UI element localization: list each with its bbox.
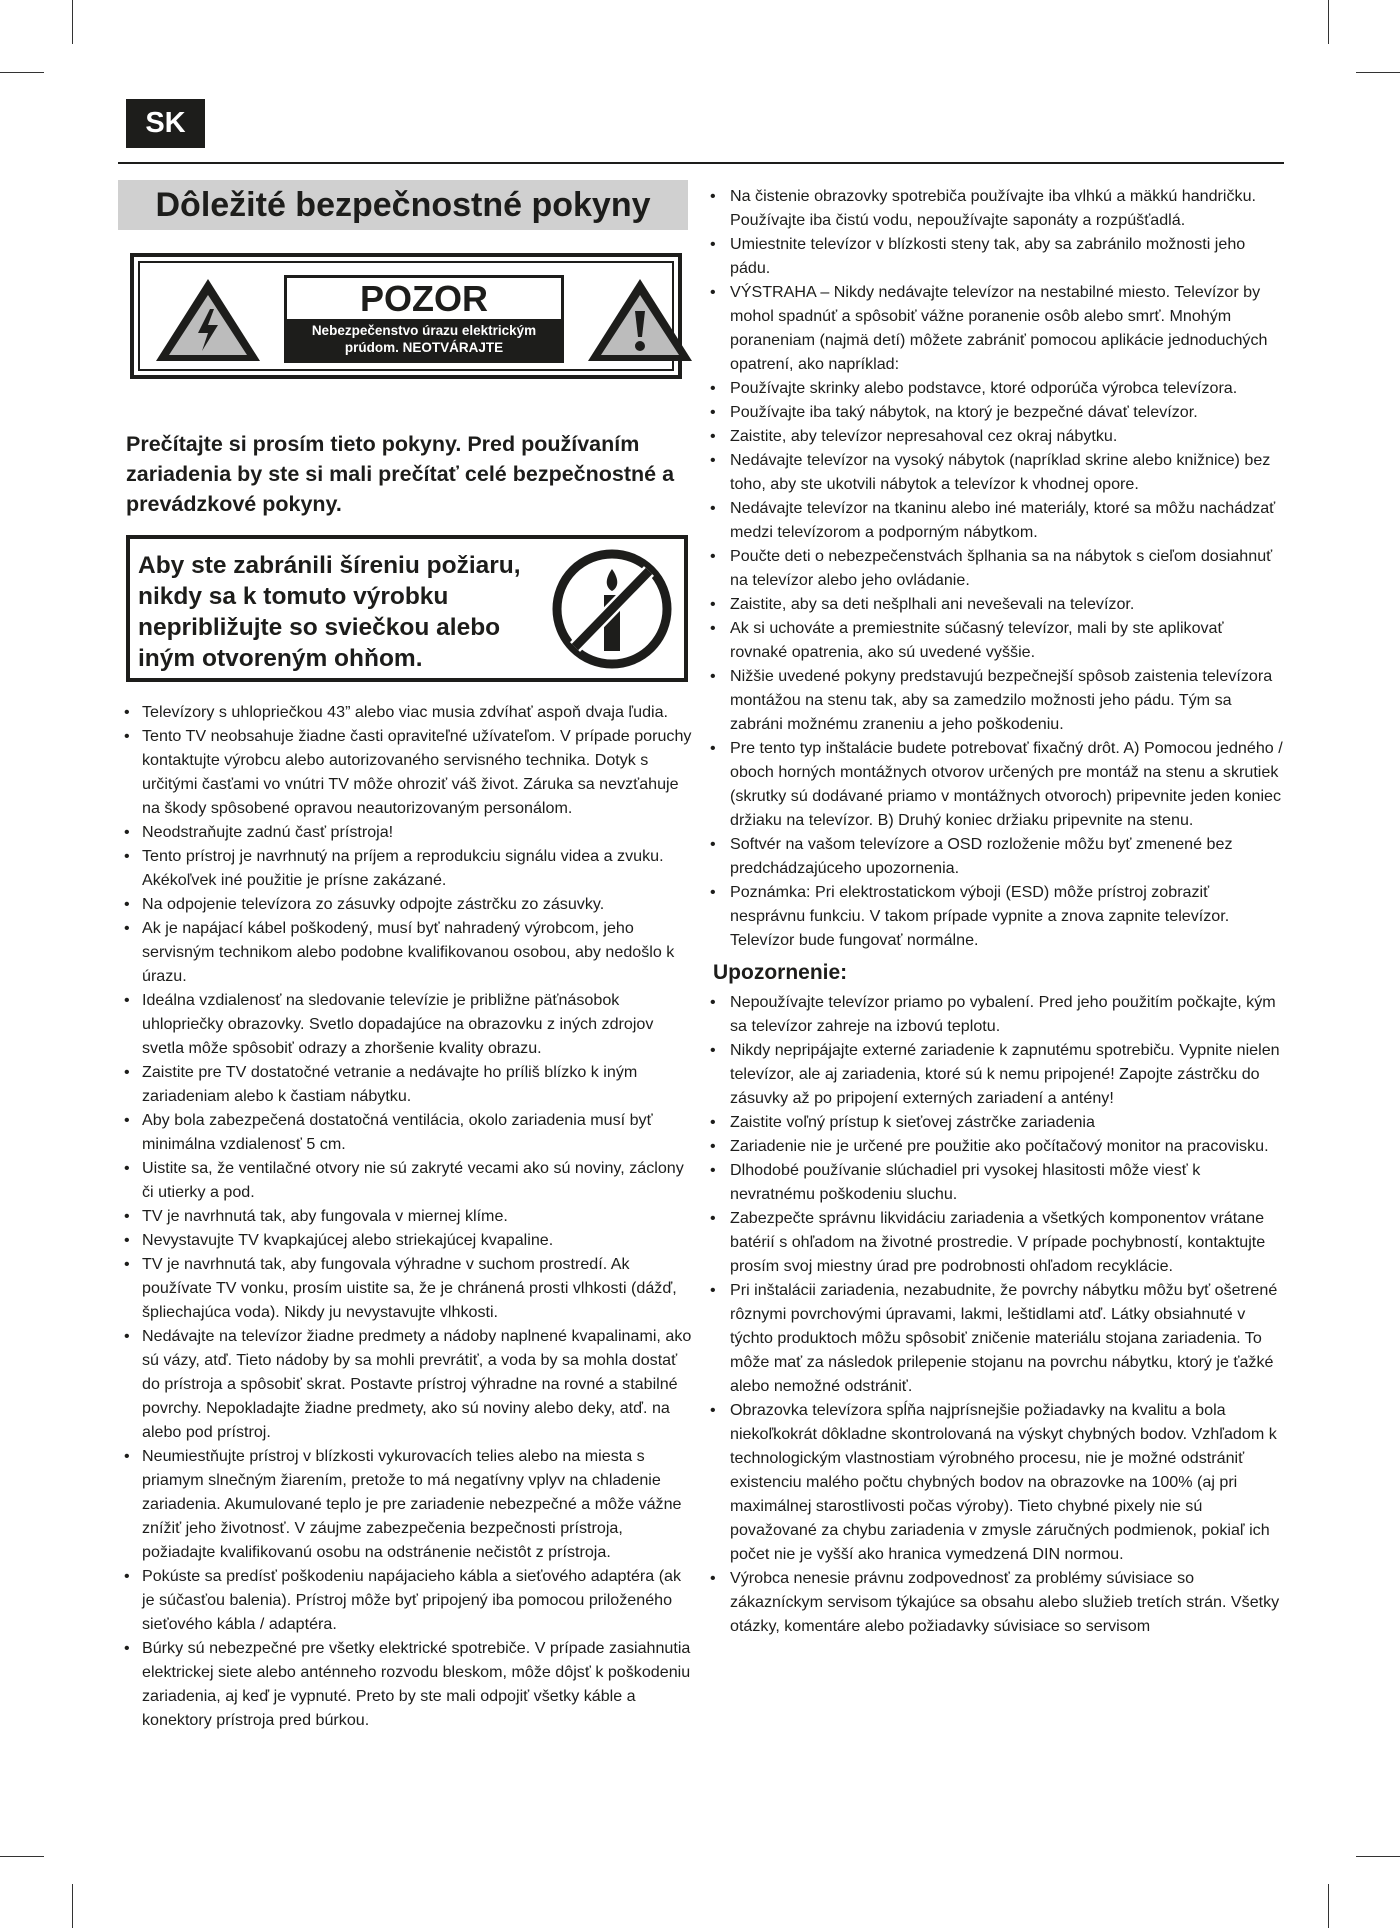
left-safety-list (118, 700, 698, 1732)
list-item: • Používajte iba taký nábytok, na ktorý je bezpečné dávať televízor. (704, 400, 1284, 424)
notice-list (704, 990, 1284, 1638)
list-item: • Poučte deti o nebezpečenstvách šplhania sa na nábytok s cieľom dosiahnuť na televízor alebo jeho ovládanie. (704, 544, 1284, 592)
list-item: • Uistite sa, že ventilačné otvory nie sú zakryté vecami ako sú noviny, záclony či utierky a pod. (118, 1156, 698, 1204)
list-item: • Softvér na vašom televízore a OSD rozloženie môžu byť zmenené bez predchádzajúceho upozornenia. (704, 832, 1284, 880)
list-item: • Umiestnite televízor v blízkosti steny tak, aby sa zabránilo možnosti jeho pádu. (704, 232, 1284, 280)
list-item: • Búrky sú nebezpečné pre všetky elektrické spotrebiče. V prípade zasiahnutia elektrickej siete alebo anténneho rozvodu bleskom, môže dôjsť k poškodeniu zariadenia, aj keď je vypnuté. Preto by ste mali odpojiť všetky káble a konektory prístroja pred búrkou. (118, 1636, 698, 1732)
language-tab: SK (126, 99, 205, 148)
lightning-triangle-icon (152, 275, 264, 365)
no-candle-icon (550, 547, 674, 671)
crop-mark (1356, 72, 1400, 73)
list-item: • Nevystavujte TV kvapkajúcej alebo striekajúcej kvapaline. (118, 1228, 698, 1252)
list-item: • Pokúste sa predísť poškodeniu napájacieho kábla a sieťového adaptéra (ak je súčasťou balenia). Prístroj môže byť pripojený iba pomocou priloženého sieťového kábla / adaptéra. (118, 1564, 698, 1636)
crop-mark (1356, 1856, 1400, 1857)
list-item: • Zariadenie nie je určené pre použitie ako počítačový monitor na pracovisku. (704, 1134, 1284, 1158)
list-item: • Poznámka: Pri elektrostatickom výboji (ESD) môže prístroj zobraziť nesprávnu funkciu. V takom prípade vypnite a znova zapnite televízor. Televízor bude fungovať normálne. (704, 880, 1284, 952)
intro-text: Prečítajte si prosím tieto pokyny. Pred používaním zariadenia by ste si mali prečítať celé bezpečnostné a prevádzkové pokyny. (126, 432, 675, 516)
list-item: • Nedávajte televízor na vysoký nábytok (napríklad skrine alebo knižnice) bez toho, aby ste ukotvili nábytok a televízor k vhodnej opore. (704, 448, 1284, 496)
crop-mark (0, 72, 44, 73)
list-item: • Používajte skrinky alebo podstavce, ktoré odporúča výrobca televízora. (704, 376, 1284, 400)
list-item: • Aby bola zabezpečená dostatočná ventilácia, okolo zariadenia musí byť minimálna vzdialenosť 5 cm. (118, 1108, 698, 1156)
list-item: • Zaistite pre TV dostatočné vetranie a nedávajte ho príliš blízko k iným zariadeniam alebo k častiam nábytku. (118, 1060, 698, 1108)
list-item: • Ak si uchováte a premiestnite súčasný televízor, mali by ste aplikovať rovnaké opatrenia, ako sú uvedené vyššie. (704, 616, 1284, 664)
list-item: • TV je navrhnutá tak, aby fungovala výhradne v suchom prostredí. Ak používate TV vonku, prosím uistite sa, že je chránená prosti vlhkosti (dážď, špliechajúca voda). Nikdy ju nevystavujte vlhkosti. (118, 1252, 698, 1324)
list-item: • Zaistite voľný prístup k sieťovej zástrčke zariadenia (704, 1110, 1284, 1134)
pozor-heading: POZOR (287, 278, 561, 319)
list-item: • Ak je napájací kábel poškodený, musí byť nahradený výrobcom, jeho servisným technikom alebo podobne kvalifikovanou osobou, aby nedošlo k úrazu. (118, 916, 698, 988)
list-item: • Neumiestňujte prístroj v blízkosti vykurovacích telies alebo na miesta s priamym slnečným žiarením, pretože to má negatívny vplyv na chladenie zariadenia. Akumulované teplo je pre zariadenie nebezpečné a môže vážne znížiť jeho životnosť. V záujme zabezpečenia bezpečnosti prístroja, požiadajte kvalifikovanú osobu na odstránenie nečistôt z prístroja. (118, 1444, 698, 1564)
right-column (704, 184, 1284, 1638)
list-item: • Televízory s uhlopriečkou 43” alebo viac musia zdvíhať aspoň dvaja ľudia. (118, 700, 698, 724)
crop-mark (72, 1884, 73, 1928)
list-item: • Nedávajte na televízor žiadne predmety a nádoby naplnené kvapalinami, ako sú vázy, atď. Tieto nádoby by sa mohli prevrátiť, a voda by sa mohla dostať do prístroja a spôsobiť skrat. Postavte prístroj výhradne na rovné a stabilné povrchy. Nepokladajte žiadne predmety, ako sú noviny alebo deky, atď. na alebo pod prístroj. (118, 1324, 698, 1444)
list-item: • Zaistite, aby sa deti nešplhali ani neveševali na televízor. (704, 592, 1284, 616)
notice-heading: Upozornenie: (713, 961, 848, 984)
list-item: • Zaistite, aby televízor nepresahoval cez okraj nábytku. (704, 424, 1284, 448)
list-item: • Obrazovka televízora spĺňa najprísnejšie požiadavky na kvalitu a bola niekoľkokrát dôkladne skontrolovaná na výskyt chybných bodov. Vzhľadom k technologickým vlastnostiam výrobného procesu, nie je možné odstrániť existenciu malého počtu chybných bodov na obrazovke na 100% (aj pri maximálnej starostlivosti počas výroby). Tieto chybné pixely nie sú považované za chybu zariadenia v zmysle záručných podmienok, pokiaľ ich počet nie je vyšší ako hranica vymedzená DIN normou. (704, 1398, 1284, 1566)
left-column (118, 180, 692, 1732)
list-item: • Pre tento typ inštalácie budete potrebovať fixačný drôt. A) Pomocou jedného / oboch horných montážnych otvorov určených pre montáž na stenu a skrutiek (skrutky sú dodávané priamo v montážnych otvoroch) pripevnite jeden koniec držiaku na televízor. B) Druhý koniec držiaku pripevnite na stenu. (704, 736, 1284, 832)
list-item: • Nedávajte televízor na tkaninu alebo iné materiály, ktoré sa môžu nachádzať medzi televízorom a podporným nábytkom. (704, 496, 1284, 544)
list-item: • Tento TV neobsahuje žiadne časti opraviteľné užívateľom. V prípade poruchy kontaktujte výrobcu alebo autorizovaného servisného technika. Dotyk s určitými časťami vo vnútri TV môže ohroziť váš život. Záruka sa nevzťahuje na škody spôsobené opravou neautorizovaným personálom. (118, 724, 698, 820)
list-item: • Dlhodobé používanie slúchadiel pri vysokej hlasitosti môže viesť k nevratnému poškodeniu sluchu. (704, 1158, 1284, 1206)
list-item: • Pri inštalácii zariadenia, nezabudnite, že povrchy nábytku môžu byť ošetrené rôznymi povrchovými úpravami, lakmi, leštidlami atď. Látky obsiahnuté v týchto produktoch môžu spôsobiť zničenie materiálu stojana zariadenia. To môže mať za následok prilepenie stojanu na povrchu nábytku, ktorý je ťažké alebo nemožné odstrániť. (704, 1278, 1284, 1398)
exclamation-triangle-icon (584, 275, 696, 365)
header-rule (118, 162, 1284, 164)
list-item: • Neodstraňujte zadnú časť prístroja! (118, 820, 698, 844)
fire-warning-text: Aby ste zabránili šíreniu požiaru, nikdy sa k tomuto výrobku nepribližujte so sviečkou alebo iným otvoreným ohňom. (138, 552, 521, 672)
list-item: • Výrobca nenesie právnu zodpovednosť za problémy súvisiace so zákazníckym servisom týkajúce sa obsahu alebo služieb tretích strán. Všetky otázky, komentáre alebo požiadavky súvisiace so servisom (704, 1566, 1284, 1638)
list-item: • Tento prístroj je navrhnutý na príjem a reprodukciu signálu videa a zvuku. Akékoľvek iné použitie je prísne zakázané. (118, 844, 698, 892)
page-title: Dôležité bezpečnostné pokyny (118, 180, 688, 230)
list-item: • TV je navrhnutá tak, aby fungovala v miernej klíme. (118, 1204, 698, 1228)
caution-box (130, 253, 682, 379)
pozor-subtext: Nebezpečenstvo úrazu elektrickým prúdom. NEOTVÁRAJTE (311, 323, 537, 355)
list-item: • Nikdy nepripájajte externé zariadenie k zapnutému spotrebiču. Vypnite nielen televízor, ale aj zariadenia, ktoré sú k nemu pripojené! Zapojte zástrčku do zásuvky až po pripojení externých zariadení a antény! (704, 1038, 1284, 1110)
list-item: • Na čistenie obrazovky spotrebiča používajte iba vlhkú a mäkkú handričku. Používajte iba čistú vodu, nepoužívajte saponáty a rozpúšťadlá. (704, 184, 1284, 232)
crop-mark (72, 0, 73, 44)
fire-warning-box (126, 535, 688, 682)
list-item: • Nižšie uvedené pokyny predstavujú bezpečnejší spôsob zaistenia televízora montážou na stenu tak, aby sa zamedzilo možnosti jeho pádu. Tým sa zabráni možnému zraneniu a jeho poškodeniu. (704, 664, 1284, 736)
list-item: • Zabezpečte správnu likvidáciu zariadenia a všetkých komponentov vrátane batérií s ohľadom na životné prostredie. V prípade pochybností, kontaktujte prosím svoj miestny úrad pre podrobnosti ohľadom recyklácie. (704, 1206, 1284, 1278)
list-item: • Ideálna vzdialenosť na sledovanie televízie je približne päťnásobok uhlopriečky obrazovky. Svetlo dopadajúce na obrazovku z iných zdrojov svetla môže spôsobiť odrazy a zhoršenie kvality obrazu. (118, 988, 698, 1060)
right-safety-list (704, 184, 1284, 952)
list-item: • Nepoužívajte televízor priamo po vybalení. Pred jeho použitím počkajte, kým sa televízor zahreje na izbovú teplotu. (704, 990, 1284, 1038)
crop-mark (1328, 1884, 1329, 1928)
list-item: • VÝSTRAHA – Nikdy nedávajte televízor na nestabilné miesto. Televízor by mohol spadnúť a spôsobiť vážne poranenie osôb alebo smrť. Mnohým poraneniam (najmä detí) môžete zabrániť pomocou aplikácie jednoduchých opatrení, ako napríklad: (704, 280, 1284, 376)
crop-mark (1328, 0, 1329, 44)
pozor-label (284, 275, 564, 363)
crop-mark (0, 1856, 44, 1857)
caution-box-inner (138, 261, 674, 371)
list-item: • Na odpojenie televízora zo zásuvky odpojte zástrčku zo zásuvky. (118, 892, 698, 916)
